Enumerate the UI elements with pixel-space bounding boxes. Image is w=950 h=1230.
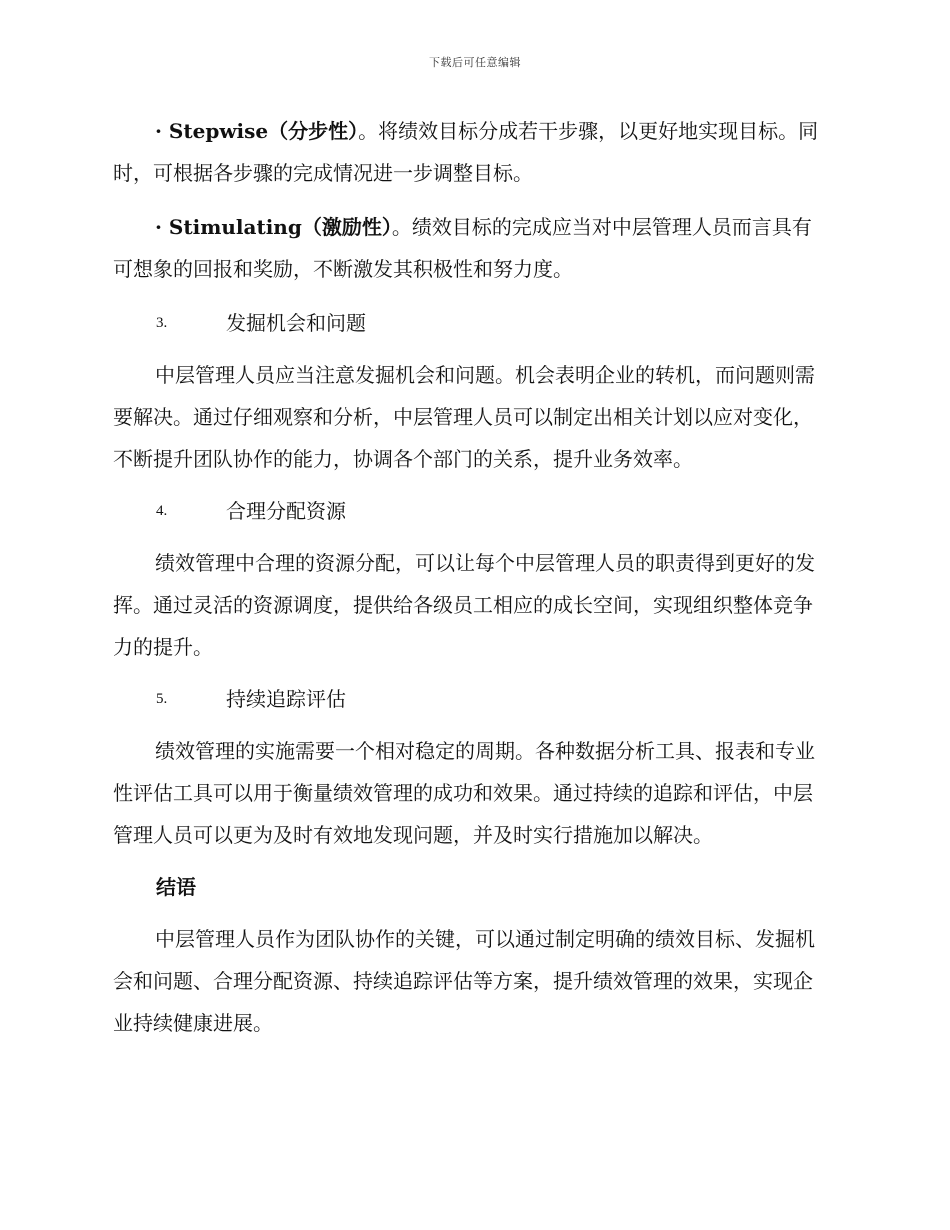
- bullet-lead: · Stimulating（激励性）: [155, 215, 392, 239]
- conclusion-heading: 结语: [156, 875, 196, 899]
- section-title: 持续追踪评估: [226, 687, 346, 711]
- bullet-paragraph-stimulating: [113, 206, 831, 290]
- section-body: 绩效管理中合理的资源分配，可以让每个中层管理人员的职责得到更好的发挥。通过灵活的资源调度，提供给各级员工相应的成长空间，实现组织整体竞争力的提升。: [113, 551, 815, 659]
- section-heading-5: [156, 678, 831, 720]
- bullet-text: 。绩效目标的完成应当对中层管理人员而言具有可想象的回报和奖励，不断激发其积极性和努力度。: [113, 215, 812, 281]
- section-title: 合理分配资源: [226, 499, 346, 523]
- section-number: 3.: [156, 315, 168, 331]
- section-number: 4.: [156, 503, 168, 519]
- bullet-text: 。将绩效目标分成若干步骤，以更好地实现目标。同时，可根据各步骤的完成情况进一步调整目标。: [113, 119, 819, 185]
- section-number: 5.: [156, 691, 168, 707]
- section-heading-4: [156, 490, 831, 532]
- page-header: 下载后可任意编辑: [429, 56, 521, 69]
- conclusion-body: 中层管理人员作为团队协作的关键，可以通过制定明确的绩效目标、发掘机会和问题、合理分配资源、持续追踪评估等方案，提升绩效管理的效果，实现企业持续健康进展。: [113, 927, 815, 1035]
- section-heading-3: [156, 302, 831, 344]
- bullet-paragraph-stepwise: [113, 110, 831, 194]
- document-body: [113, 110, 831, 1054]
- section-body: 中层管理人员应当注意发掘机会和问题。机会表明企业的转机，而问题则需要解决。通过仔细观察和分析，中层管理人员可以制定出相关计划以应对变化，不断提升团队协作的能力，协调各个部门的关系，提升业务效率。: [113, 363, 815, 471]
- bullet-lead: · Stepwise（分步性）: [155, 119, 359, 143]
- section-title: 发掘机会和问题: [226, 311, 366, 335]
- section-body: 绩效管理的实施需要一个相对稳定的周期。各种数据分析工具、报表和专业性评估工具可以用于衡量绩效管理的成功和效果。通过持续的追踪和评估，中层管理人员可以更为及时有效地发现问题，并及时实行措施加以解决。: [113, 739, 815, 847]
